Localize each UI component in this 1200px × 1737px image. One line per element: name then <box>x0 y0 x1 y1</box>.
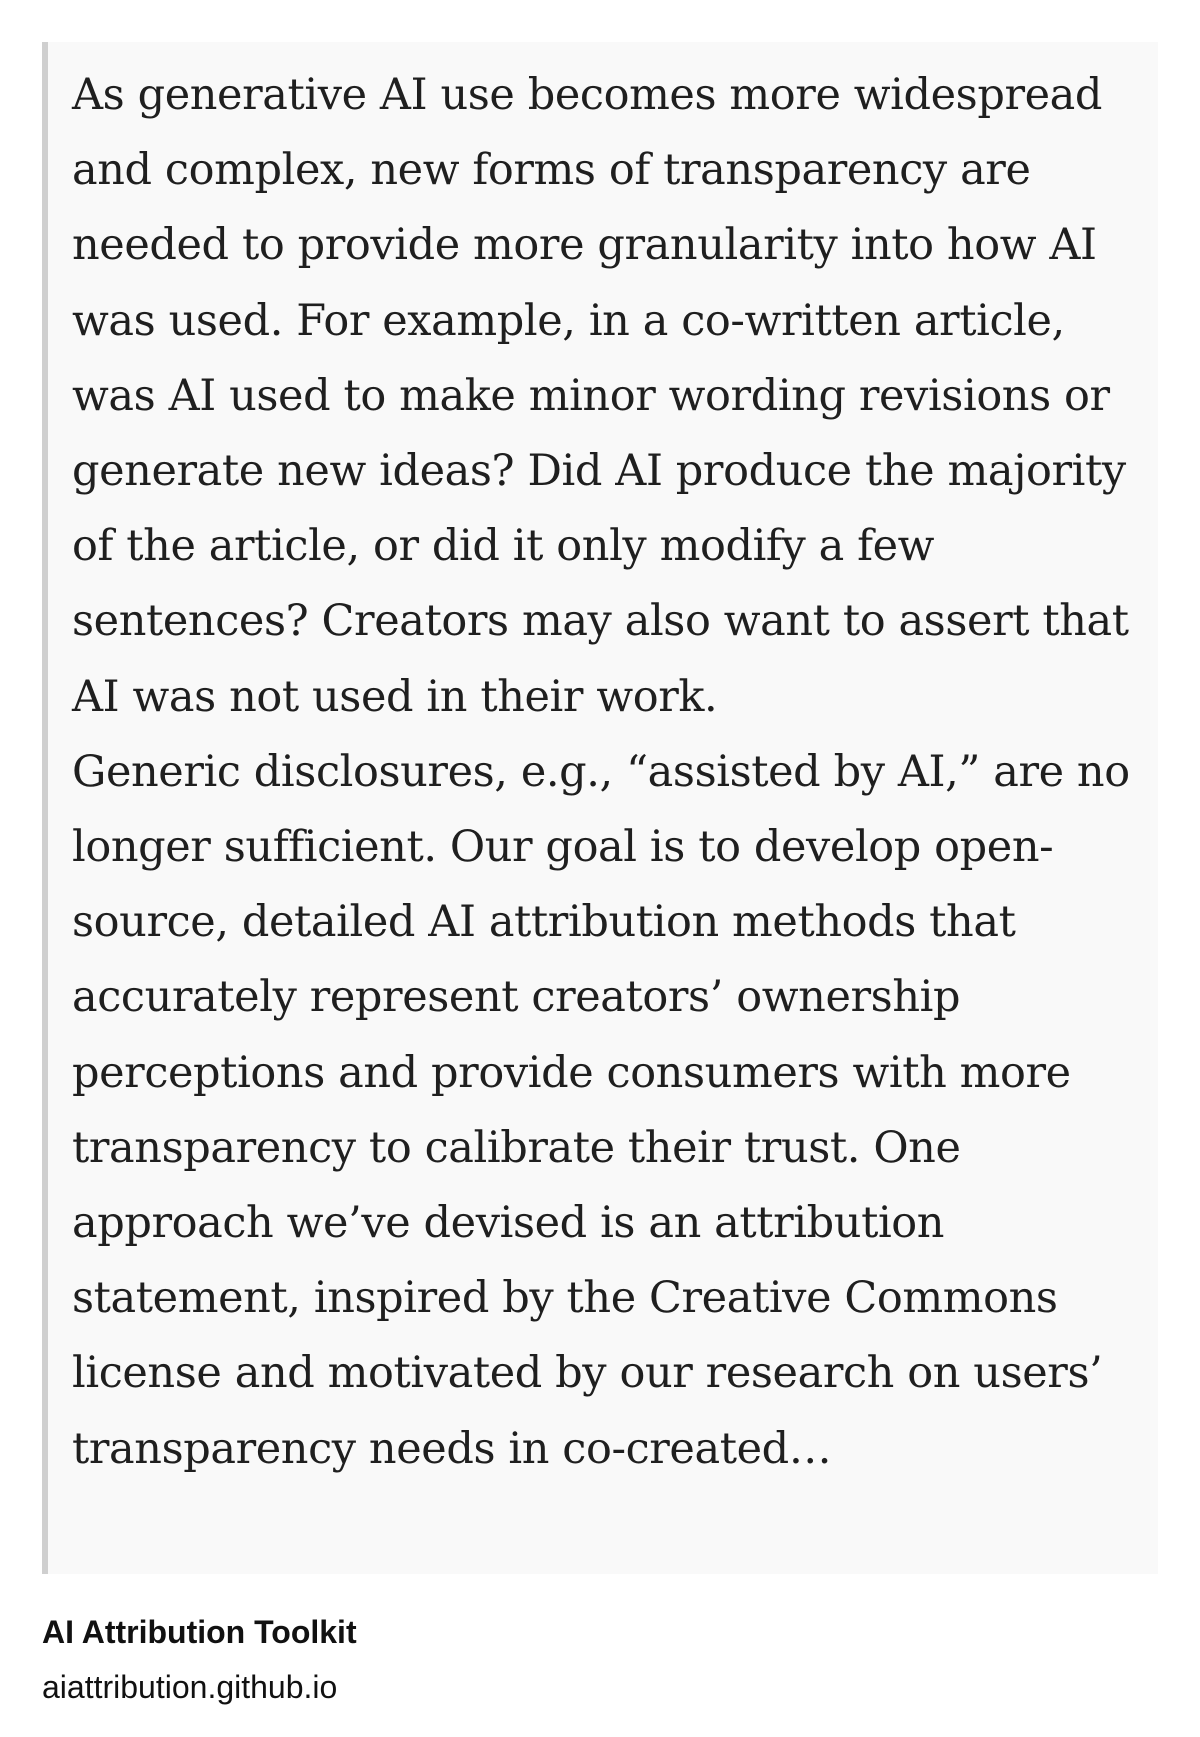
quote-text <box>72 58 1142 1487</box>
quote-paragraph-1: As generative AI use becomes more widespread and complex, new forms of transparency are needed to provide more granularity into how AI was used. For example, in a co-written article, was AI used to make minor wording revisions or generate new ideas? Did AI produce the majority of the article, or did it only modify a few sentences? Creators may also want to assert that AI was not used in their work. <box>72 70 1129 722</box>
source-domain[interactable]: aiattribution.github.io <box>42 1669 338 1705</box>
quote-block <box>42 42 1158 1574</box>
source-title[interactable]: AI Attribution Toolkit <box>42 1614 357 1650</box>
quote-paragraph-2: Generic disclosures, e.g., “assisted by AI,” are no longer sufficient. Our goal is to develop open-source, detailed AI attribution methods that accurately represent creators’ ownership perceptions and provide consumers with more transparency to calibrate their trust. One approach we’ve devised is an attribution statement, inspired by the Creative Commons license and motivated by our research on users’ transparency needs in co-created… <box>72 746 1130 1474</box>
